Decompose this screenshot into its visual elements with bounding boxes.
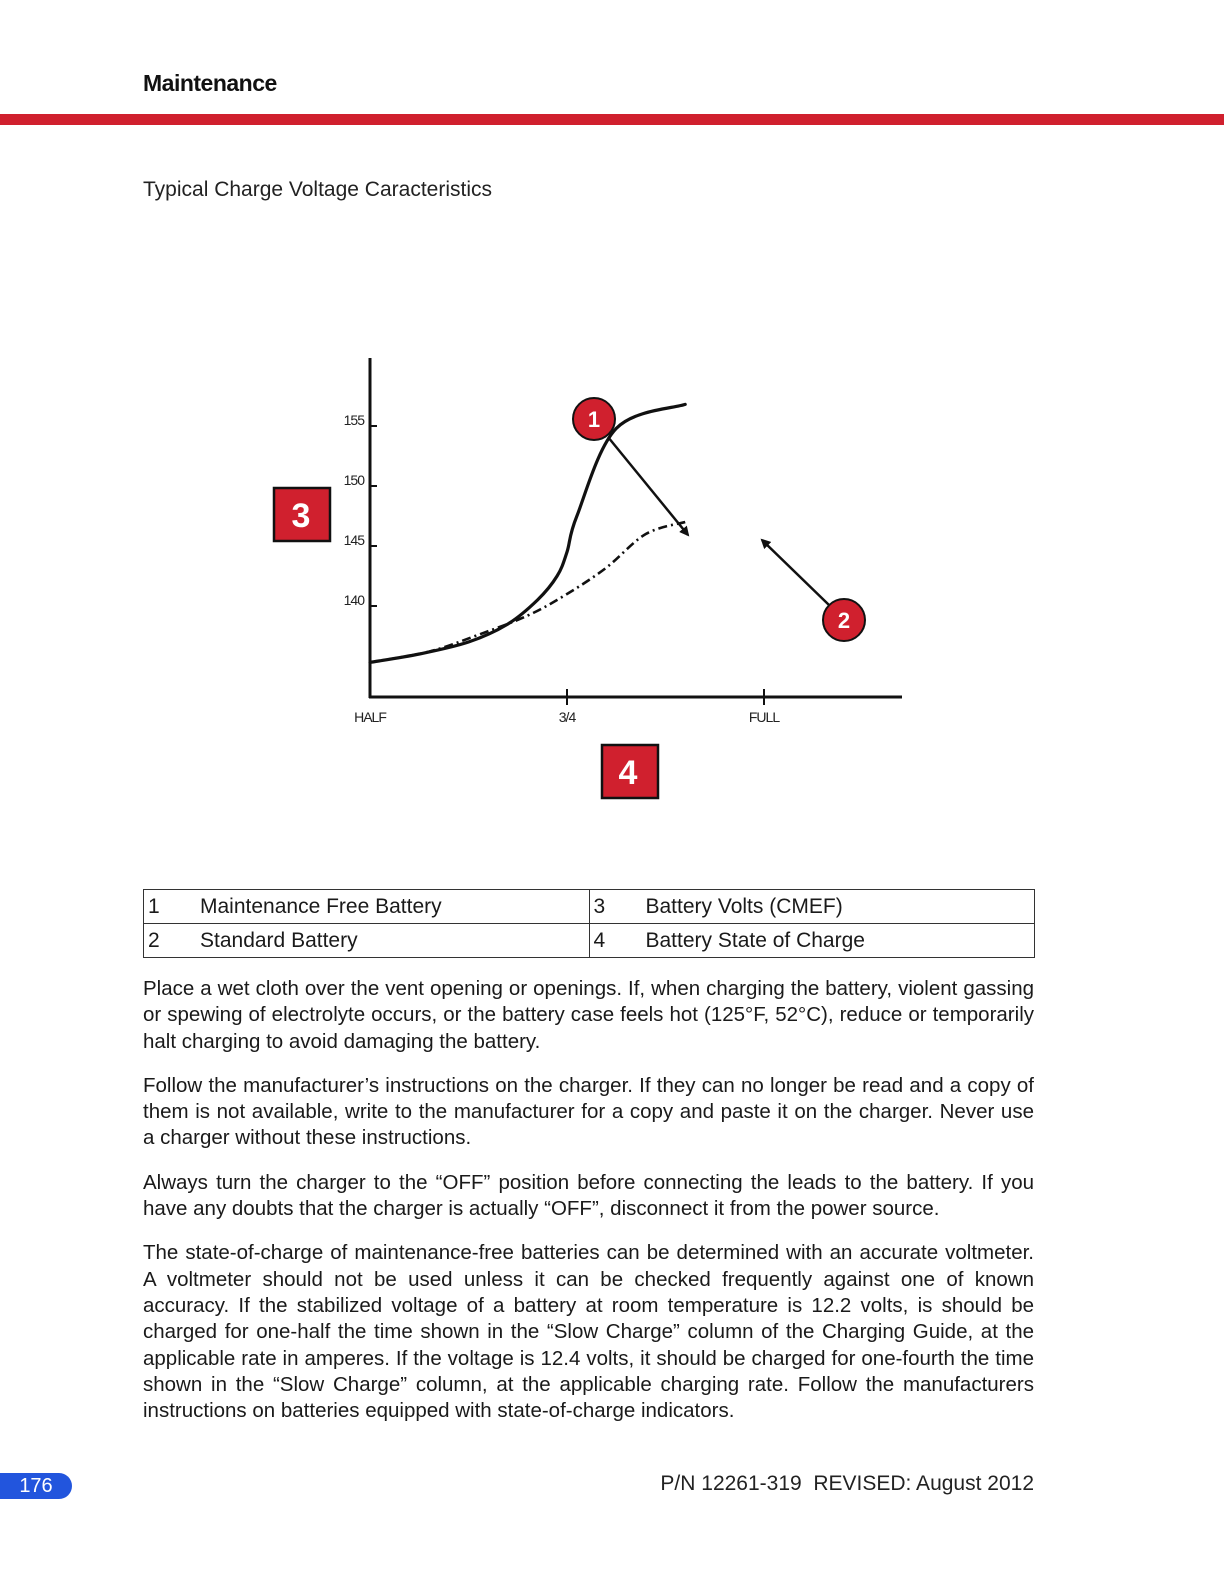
paragraph: Follow the manufacturer’s instructions on the charger. If they can no longer be read and a copy of them is not available, write to the manufacturer for a copy and paste it on the charger. Never use a charger without these instructions. bbox=[143, 1073, 1034, 1150]
y-tick-label: 145 bbox=[343, 532, 364, 548]
body-text bbox=[143, 976, 1034, 1442]
legend-row bbox=[144, 924, 1035, 958]
callout-1-arrow bbox=[608, 437, 688, 535]
callout-1-label: 1 bbox=[587, 407, 601, 432]
series-line-1 bbox=[370, 404, 685, 662]
series-line-2 bbox=[370, 522, 685, 662]
paragraph: The state-of-charge of maintenance-free batteries can be determined with an accurate voltmeter. A voltmeter should not be used unless it can be checked frequently against one of known accuracy. If the stabilized voltage of a battery at room temperature is 12.2 volts, is should be charged for one-half the time shown in the “Slow Charge” column of the Charging Guide, at the applicable rate in amperes. If the voltage is 12.4 volts, it should be charged for one-fourth the time shown in the “Slow Charge” column, at the applicable charging rate. Follow the manufacturers instructions on batteries equipped with state-of-charge indicators. bbox=[143, 1241, 1034, 1423]
y-tick-label: 150 bbox=[343, 472, 364, 488]
legend-cell: 1 Maintenance Free Battery bbox=[144, 890, 590, 924]
x-tick-label: FULL bbox=[748, 709, 780, 725]
callout-2-arrow bbox=[762, 540, 829, 605]
y-tick-label: 155 bbox=[343, 412, 364, 428]
y-tick-label: 140 bbox=[343, 592, 364, 608]
legend-cell: 2 Standard Battery bbox=[144, 924, 590, 958]
paragraph: Place a wet cloth over the vent opening or openings. If, when charging the battery, violent gassing or spewing of electrolyte occurs, or the battery case feels hot (125°F, 52°C), reduce or temporarily halt charging to avoid damaging the battery. bbox=[143, 977, 1034, 1053]
legend-cell: 3 Battery Volts (CMEF) bbox=[589, 890, 1035, 924]
legend-row bbox=[144, 890, 1035, 924]
figure-caption: Typical Charge Voltage Caracteristics bbox=[143, 178, 492, 201]
page-number: 176 bbox=[0, 1473, 72, 1499]
footer-revision: P/N 12261-319 REVISED: August 2012 bbox=[660, 1472, 1034, 1495]
callout-4-label: 4 bbox=[618, 754, 638, 792]
paragraph: Always turn the charger to the “OFF” position before connecting the leads to the battery. If you have any doubts that the charger is actually “OFF”, disconnect it from the power source. bbox=[143, 1170, 1034, 1221]
x-tick-label: HALF bbox=[354, 709, 386, 725]
legend-table bbox=[143, 889, 1035, 958]
callout-2-label: 2 bbox=[837, 608, 851, 633]
callout-3-label: 3 bbox=[291, 497, 311, 535]
section-title: Maintenance bbox=[143, 70, 277, 96]
legend-cell: 4 Battery State of Charge bbox=[589, 924, 1035, 958]
x-tick-label: 3/4 bbox=[558, 709, 576, 725]
